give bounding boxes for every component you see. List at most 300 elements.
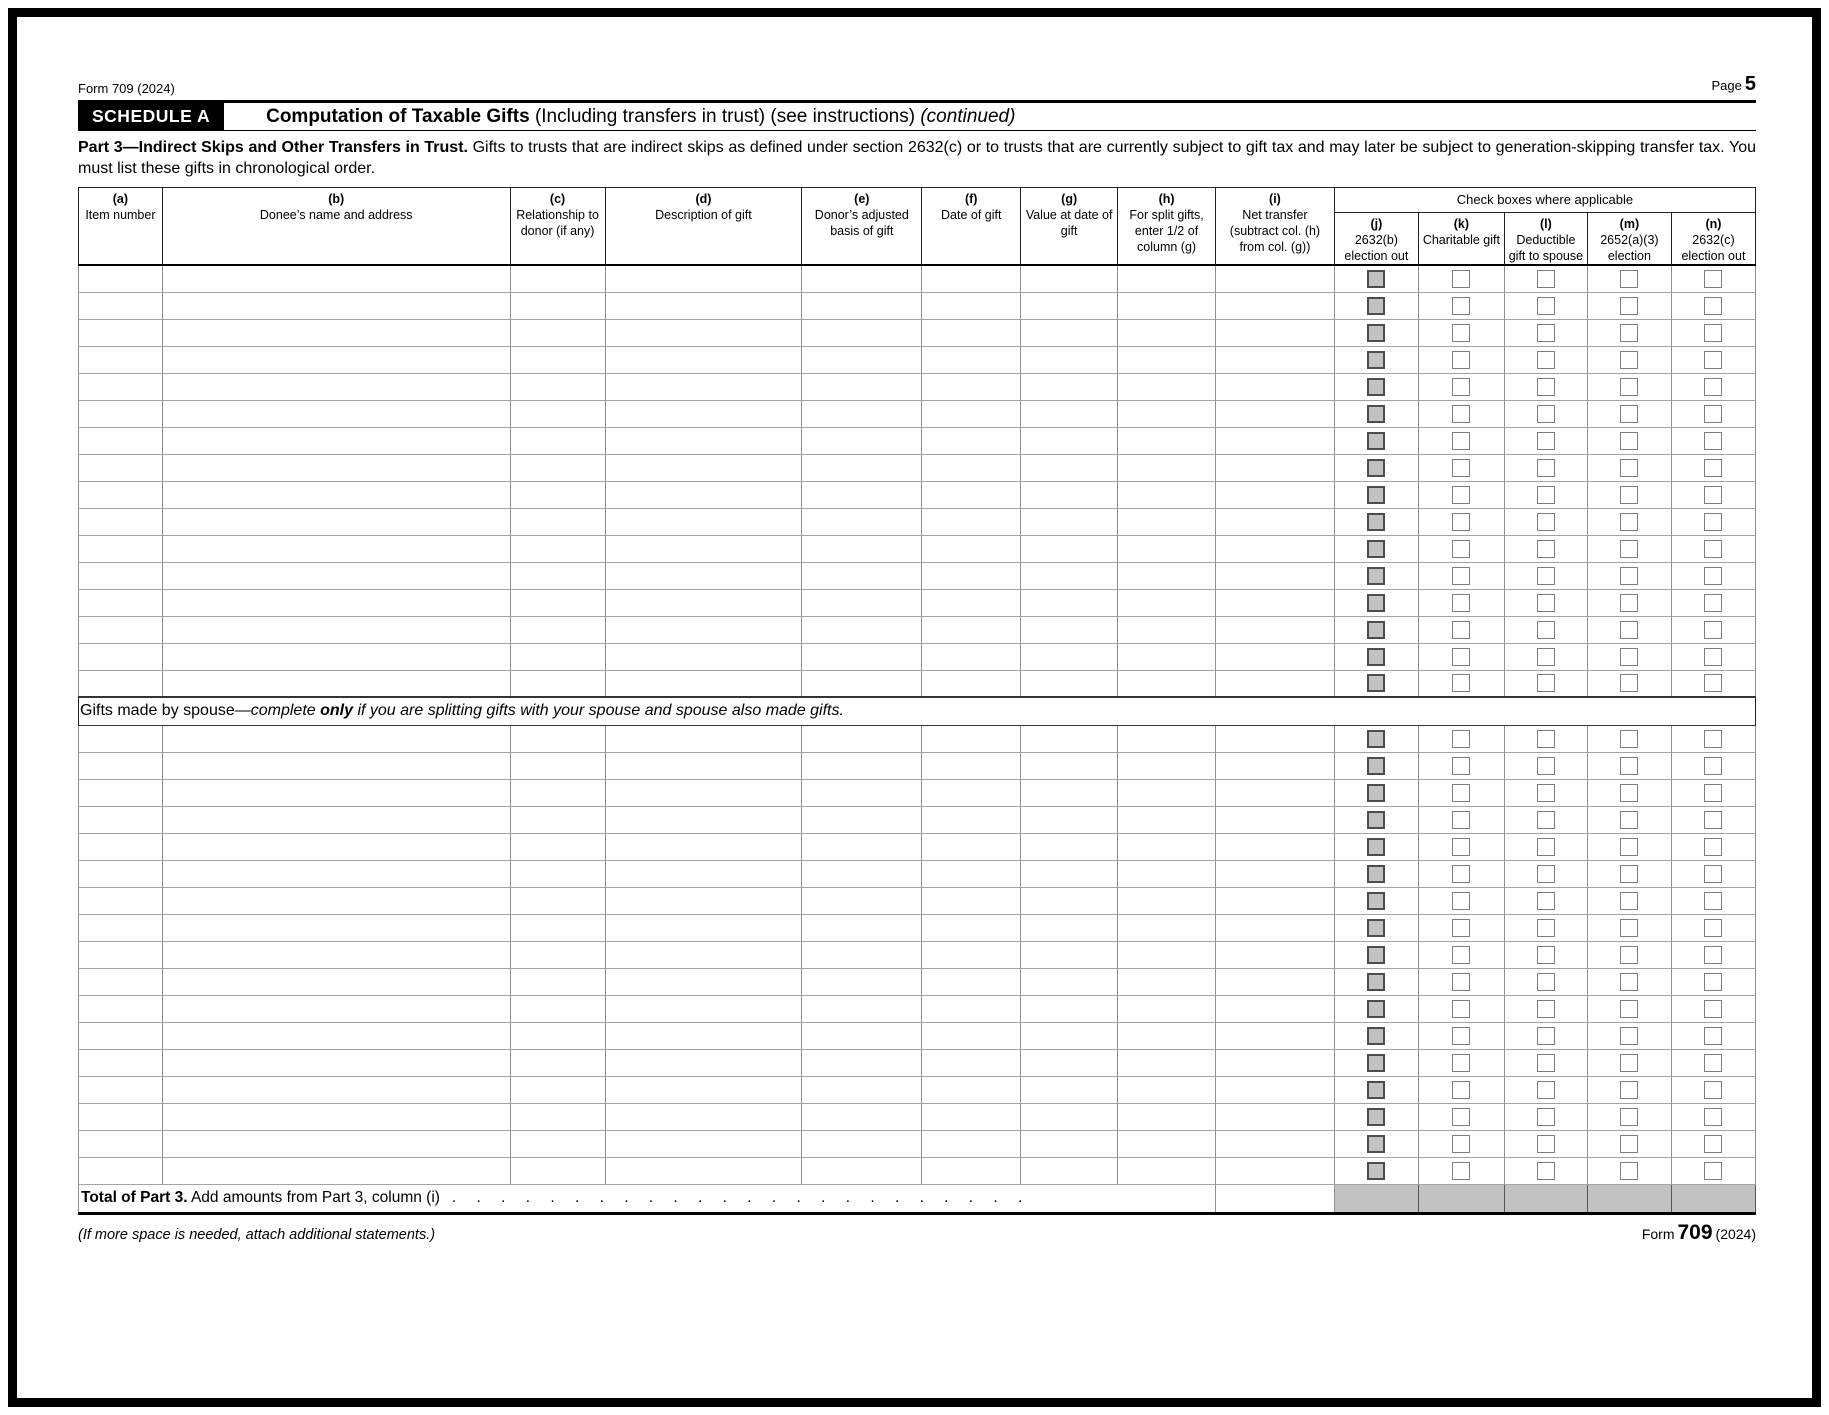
cell-description-of-gift[interactable] (605, 265, 802, 292)
cell-donee-name-address[interactable] (162, 887, 510, 914)
cell-split-gifts-half[interactable] (1118, 779, 1216, 806)
cell-date-of-gift[interactable] (922, 1157, 1021, 1184)
cell-relationship-to-donor[interactable] (510, 346, 605, 373)
cell-description-of-gift[interactable] (605, 914, 802, 941)
checkbox-charitable-gift[interactable] (1452, 674, 1470, 692)
cell-value-at-date-of-gift[interactable] (1021, 995, 1118, 1022)
cell-net-transfer[interactable] (1216, 1022, 1335, 1049)
cell-value-at-date-of-gift[interactable] (1021, 427, 1118, 454)
cell-date-of-gift[interactable] (922, 643, 1021, 670)
cell-split-gifts-half[interactable] (1118, 481, 1216, 508)
checkbox-2632c-election-out[interactable] (1704, 1000, 1722, 1018)
checkbox-2632c-election-out[interactable] (1704, 1081, 1722, 1099)
checkbox-2632c-election-out[interactable] (1704, 621, 1722, 639)
checkbox-2632b-election-out[interactable] (1367, 1162, 1385, 1180)
cell-item-number[interactable] (79, 535, 163, 562)
cell-date-of-gift[interactable] (922, 833, 1021, 860)
cell-donee-name-address[interactable] (162, 968, 510, 995)
checkbox-deductible-gift-to-spouse[interactable] (1537, 378, 1555, 396)
checkbox-deductible-gift-to-spouse[interactable] (1537, 648, 1555, 666)
cell-value-at-date-of-gift[interactable] (1021, 481, 1118, 508)
cell-relationship-to-donor[interactable] (510, 1022, 605, 1049)
cell-relationship-to-donor[interactable] (510, 995, 605, 1022)
checkbox-2632c-election-out[interactable] (1704, 351, 1722, 369)
cell-date-of-gift[interactable] (922, 887, 1021, 914)
cell-donors-adjusted-basis[interactable] (802, 1049, 922, 1076)
checkbox-2632c-election-out[interactable] (1704, 730, 1722, 748)
cell-net-transfer[interactable] (1216, 968, 1335, 995)
cell-donee-name-address[interactable] (162, 346, 510, 373)
cell-relationship-to-donor[interactable] (510, 1103, 605, 1130)
cell-value-at-date-of-gift[interactable] (1021, 914, 1118, 941)
checkbox-charitable-gift[interactable] (1452, 1027, 1470, 1045)
cell-net-transfer[interactable] (1216, 562, 1335, 589)
checkbox-2632c-election-out[interactable] (1704, 324, 1722, 342)
checkbox-2652a3-election[interactable] (1620, 540, 1638, 558)
cell-split-gifts-half[interactable] (1118, 1157, 1216, 1184)
cell-description-of-gift[interactable] (605, 995, 802, 1022)
cell-donee-name-address[interactable] (162, 1076, 510, 1103)
checkbox-deductible-gift-to-spouse[interactable] (1537, 757, 1555, 775)
checkbox-2632c-election-out[interactable] (1704, 459, 1722, 477)
cell-description-of-gift[interactable] (605, 860, 802, 887)
checkbox-2632b-election-out[interactable] (1367, 946, 1385, 964)
cell-net-transfer[interactable] (1216, 346, 1335, 373)
checkbox-2652a3-election[interactable] (1620, 973, 1638, 991)
checkbox-2632c-election-out[interactable] (1704, 946, 1722, 964)
cell-description-of-gift[interactable] (605, 319, 802, 346)
cell-relationship-to-donor[interactable] (510, 779, 605, 806)
cell-net-transfer[interactable] (1216, 427, 1335, 454)
checkbox-deductible-gift-to-spouse[interactable] (1537, 486, 1555, 504)
checkbox-2632b-election-out[interactable] (1367, 378, 1385, 396)
cell-value-at-date-of-gift[interactable] (1021, 968, 1118, 995)
cell-date-of-gift[interactable] (922, 1130, 1021, 1157)
checkbox-charitable-gift[interactable] (1452, 351, 1470, 369)
checkbox-charitable-gift[interactable] (1452, 324, 1470, 342)
cell-net-transfer[interactable] (1216, 481, 1335, 508)
cell-description-of-gift[interactable] (605, 1022, 802, 1049)
cell-value-at-date-of-gift[interactable] (1021, 400, 1118, 427)
checkbox-charitable-gift[interactable] (1452, 513, 1470, 531)
cell-net-transfer[interactable] (1216, 265, 1335, 292)
cell-net-transfer[interactable] (1216, 914, 1335, 941)
cell-donors-adjusted-basis[interactable] (802, 779, 922, 806)
checkbox-deductible-gift-to-spouse[interactable] (1537, 674, 1555, 692)
checkbox-2632b-election-out[interactable] (1367, 405, 1385, 423)
cell-value-at-date-of-gift[interactable] (1021, 941, 1118, 968)
cell-date-of-gift[interactable] (922, 589, 1021, 616)
cell-donee-name-address[interactable] (162, 1157, 510, 1184)
cell-relationship-to-donor[interactable] (510, 319, 605, 346)
cell-split-gifts-half[interactable] (1118, 995, 1216, 1022)
checkbox-2632c-election-out[interactable] (1704, 540, 1722, 558)
cell-description-of-gift[interactable] (605, 589, 802, 616)
checkbox-charitable-gift[interactable] (1452, 459, 1470, 477)
checkbox-charitable-gift[interactable] (1452, 1081, 1470, 1099)
cell-description-of-gift[interactable] (605, 1130, 802, 1157)
cell-relationship-to-donor[interactable] (510, 265, 605, 292)
cell-relationship-to-donor[interactable] (510, 562, 605, 589)
checkbox-2632b-election-out[interactable] (1367, 674, 1385, 692)
cell-split-gifts-half[interactable] (1118, 806, 1216, 833)
checkbox-2652a3-election[interactable] (1620, 946, 1638, 964)
cell-item-number[interactable] (79, 589, 163, 616)
checkbox-2632b-election-out[interactable] (1367, 1054, 1385, 1072)
cell-split-gifts-half[interactable] (1118, 643, 1216, 670)
cell-net-transfer[interactable] (1216, 400, 1335, 427)
cell-date-of-gift[interactable] (922, 670, 1021, 697)
checkbox-deductible-gift-to-spouse[interactable] (1537, 1000, 1555, 1018)
cell-relationship-to-donor[interactable] (510, 1157, 605, 1184)
cell-description-of-gift[interactable] (605, 454, 802, 481)
checkbox-2632b-election-out[interactable] (1367, 1081, 1385, 1099)
checkbox-2632b-election-out[interactable] (1367, 892, 1385, 910)
cell-split-gifts-half[interactable] (1118, 292, 1216, 319)
cell-donors-adjusted-basis[interactable] (802, 292, 922, 319)
cell-donee-name-address[interactable] (162, 833, 510, 860)
checkbox-deductible-gift-to-spouse[interactable] (1537, 1135, 1555, 1153)
cell-relationship-to-donor[interactable] (510, 427, 605, 454)
cell-date-of-gift[interactable] (922, 1076, 1021, 1103)
checkbox-2652a3-election[interactable] (1620, 297, 1638, 315)
cell-date-of-gift[interactable] (922, 508, 1021, 535)
cell-donors-adjusted-basis[interactable] (802, 265, 922, 292)
cell-description-of-gift[interactable] (605, 643, 802, 670)
checkbox-2652a3-election[interactable] (1620, 892, 1638, 910)
cell-date-of-gift[interactable] (922, 941, 1021, 968)
cell-description-of-gift[interactable] (605, 508, 802, 535)
checkbox-2632b-election-out[interactable] (1367, 1108, 1385, 1126)
cell-value-at-date-of-gift[interactable] (1021, 833, 1118, 860)
cell-date-of-gift[interactable] (922, 860, 1021, 887)
checkbox-2632b-election-out[interactable] (1367, 513, 1385, 531)
cell-donee-name-address[interactable] (162, 1130, 510, 1157)
cell-date-of-gift[interactable] (922, 1103, 1021, 1130)
cell-date-of-gift[interactable] (922, 616, 1021, 643)
cell-description-of-gift[interactable] (605, 806, 802, 833)
cell-item-number[interactable] (79, 914, 163, 941)
cell-date-of-gift[interactable] (922, 806, 1021, 833)
cell-donors-adjusted-basis[interactable] (802, 1022, 922, 1049)
checkbox-2652a3-election[interactable] (1620, 1081, 1638, 1099)
checkbox-2652a3-election[interactable] (1620, 567, 1638, 585)
checkbox-deductible-gift-to-spouse[interactable] (1537, 432, 1555, 450)
cell-relationship-to-donor[interactable] (510, 833, 605, 860)
cell-item-number[interactable] (79, 265, 163, 292)
checkbox-2652a3-election[interactable] (1620, 838, 1638, 856)
checkbox-deductible-gift-to-spouse[interactable] (1537, 1108, 1555, 1126)
checkbox-2632c-election-out[interactable] (1704, 486, 1722, 504)
cell-donors-adjusted-basis[interactable] (802, 1103, 922, 1130)
cell-item-number[interactable] (79, 643, 163, 670)
checkbox-deductible-gift-to-spouse[interactable] (1537, 892, 1555, 910)
cell-date-of-gift[interactable] (922, 373, 1021, 400)
checkbox-2632b-election-out[interactable] (1367, 459, 1385, 477)
checkbox-2632b-election-out[interactable] (1367, 270, 1385, 288)
cell-date-of-gift[interactable] (922, 400, 1021, 427)
cell-donors-adjusted-basis[interactable] (802, 346, 922, 373)
cell-relationship-to-donor[interactable] (510, 806, 605, 833)
cell-relationship-to-donor[interactable] (510, 1130, 605, 1157)
checkbox-charitable-gift[interactable] (1452, 486, 1470, 504)
cell-donee-name-address[interactable] (162, 725, 510, 752)
cell-relationship-to-donor[interactable] (510, 860, 605, 887)
cell-date-of-gift[interactable] (922, 346, 1021, 373)
cell-description-of-gift[interactable] (605, 725, 802, 752)
cell-value-at-date-of-gift[interactable] (1021, 725, 1118, 752)
cell-date-of-gift[interactable] (922, 292, 1021, 319)
cell-value-at-date-of-gift[interactable] (1021, 1103, 1118, 1130)
cell-net-transfer[interactable] (1216, 1076, 1335, 1103)
checkbox-charitable-gift[interactable] (1452, 567, 1470, 585)
cell-net-transfer[interactable] (1216, 833, 1335, 860)
checkbox-2652a3-election[interactable] (1620, 594, 1638, 612)
cell-donee-name-address[interactable] (162, 400, 510, 427)
cell-relationship-to-donor[interactable] (510, 887, 605, 914)
cell-value-at-date-of-gift[interactable] (1021, 373, 1118, 400)
cell-donee-name-address[interactable] (162, 941, 510, 968)
cell-value-at-date-of-gift[interactable] (1021, 1076, 1118, 1103)
total-net-transfer-cell[interactable] (1216, 1184, 1335, 1213)
checkbox-2632c-election-out[interactable] (1704, 1135, 1722, 1153)
checkbox-deductible-gift-to-spouse[interactable] (1537, 270, 1555, 288)
cell-split-gifts-half[interactable] (1118, 616, 1216, 643)
cell-relationship-to-donor[interactable] (510, 941, 605, 968)
cell-date-of-gift[interactable] (922, 319, 1021, 346)
checkbox-2652a3-election[interactable] (1620, 621, 1638, 639)
cell-donors-adjusted-basis[interactable] (802, 995, 922, 1022)
cell-donors-adjusted-basis[interactable] (802, 968, 922, 995)
cell-date-of-gift[interactable] (922, 1022, 1021, 1049)
checkbox-2652a3-election[interactable] (1620, 513, 1638, 531)
cell-relationship-to-donor[interactable] (510, 968, 605, 995)
cell-item-number[interactable] (79, 833, 163, 860)
checkbox-charitable-gift[interactable] (1452, 730, 1470, 748)
checkbox-2632b-election-out[interactable] (1367, 324, 1385, 342)
cell-net-transfer[interactable] (1216, 752, 1335, 779)
checkbox-deductible-gift-to-spouse[interactable] (1537, 324, 1555, 342)
cell-description-of-gift[interactable] (605, 562, 802, 589)
cell-relationship-to-donor[interactable] (510, 1076, 605, 1103)
cell-description-of-gift[interactable] (605, 1076, 802, 1103)
cell-net-transfer[interactable] (1216, 887, 1335, 914)
cell-date-of-gift[interactable] (922, 752, 1021, 779)
cell-donors-adjusted-basis[interactable] (802, 670, 922, 697)
cell-value-at-date-of-gift[interactable] (1021, 454, 1118, 481)
checkbox-2652a3-election[interactable] (1620, 784, 1638, 802)
cell-donee-name-address[interactable] (162, 860, 510, 887)
checkbox-2652a3-election[interactable] (1620, 730, 1638, 748)
cell-value-at-date-of-gift[interactable] (1021, 1049, 1118, 1076)
cell-description-of-gift[interactable] (605, 833, 802, 860)
cell-donee-name-address[interactable] (162, 995, 510, 1022)
checkbox-2632c-election-out[interactable] (1704, 784, 1722, 802)
cell-date-of-gift[interactable] (922, 427, 1021, 454)
checkbox-charitable-gift[interactable] (1452, 946, 1470, 964)
checkbox-charitable-gift[interactable] (1452, 838, 1470, 856)
cell-relationship-to-donor[interactable] (510, 454, 605, 481)
cell-split-gifts-half[interactable] (1118, 535, 1216, 562)
cell-split-gifts-half[interactable] (1118, 508, 1216, 535)
cell-donors-adjusted-basis[interactable] (802, 643, 922, 670)
cell-item-number[interactable] (79, 1022, 163, 1049)
checkbox-deductible-gift-to-spouse[interactable] (1537, 730, 1555, 748)
checkbox-2632b-election-out[interactable] (1367, 351, 1385, 369)
cell-relationship-to-donor[interactable] (510, 373, 605, 400)
checkbox-charitable-gift[interactable] (1452, 621, 1470, 639)
checkbox-deductible-gift-to-spouse[interactable] (1537, 838, 1555, 856)
checkbox-2652a3-election[interactable] (1620, 270, 1638, 288)
checkbox-2632b-election-out[interactable] (1367, 621, 1385, 639)
checkbox-2632c-election-out[interactable] (1704, 1054, 1722, 1072)
cell-net-transfer[interactable] (1216, 508, 1335, 535)
cell-item-number[interactable] (79, 995, 163, 1022)
cell-item-number[interactable] (79, 1076, 163, 1103)
checkbox-2652a3-election[interactable] (1620, 865, 1638, 883)
cell-donors-adjusted-basis[interactable] (802, 914, 922, 941)
cell-net-transfer[interactable] (1216, 643, 1335, 670)
checkbox-deductible-gift-to-spouse[interactable] (1537, 1162, 1555, 1180)
cell-relationship-to-donor[interactable] (510, 725, 605, 752)
checkbox-2652a3-election[interactable] (1620, 1000, 1638, 1018)
cell-donors-adjusted-basis[interactable] (802, 373, 922, 400)
cell-item-number[interactable] (79, 616, 163, 643)
cell-relationship-to-donor[interactable] (510, 752, 605, 779)
cell-net-transfer[interactable] (1216, 1157, 1335, 1184)
checkbox-2632b-election-out[interactable] (1367, 865, 1385, 883)
checkbox-2652a3-election[interactable] (1620, 1162, 1638, 1180)
cell-description-of-gift[interactable] (605, 481, 802, 508)
cell-net-transfer[interactable] (1216, 454, 1335, 481)
cell-value-at-date-of-gift[interactable] (1021, 860, 1118, 887)
checkbox-2632c-election-out[interactable] (1704, 513, 1722, 531)
checkbox-2632b-election-out[interactable] (1367, 432, 1385, 450)
cell-donee-name-address[interactable] (162, 752, 510, 779)
cell-donee-name-address[interactable] (162, 616, 510, 643)
cell-value-at-date-of-gift[interactable] (1021, 752, 1118, 779)
checkbox-deductible-gift-to-spouse[interactable] (1537, 784, 1555, 802)
cell-split-gifts-half[interactable] (1118, 319, 1216, 346)
cell-value-at-date-of-gift[interactable] (1021, 319, 1118, 346)
cell-value-at-date-of-gift[interactable] (1021, 1157, 1118, 1184)
cell-date-of-gift[interactable] (922, 535, 1021, 562)
cell-description-of-gift[interactable] (605, 346, 802, 373)
cell-description-of-gift[interactable] (605, 1157, 802, 1184)
cell-split-gifts-half[interactable] (1118, 1049, 1216, 1076)
cell-description-of-gift[interactable] (605, 1103, 802, 1130)
cell-donee-name-address[interactable] (162, 1022, 510, 1049)
cell-relationship-to-donor[interactable] (510, 670, 605, 697)
cell-item-number[interactable] (79, 752, 163, 779)
cell-value-at-date-of-gift[interactable] (1021, 779, 1118, 806)
checkbox-2632c-election-out[interactable] (1704, 674, 1722, 692)
checkbox-2652a3-election[interactable] (1620, 351, 1638, 369)
checkbox-deductible-gift-to-spouse[interactable] (1537, 919, 1555, 937)
cell-item-number[interactable] (79, 319, 163, 346)
cell-relationship-to-donor[interactable] (510, 481, 605, 508)
checkbox-2652a3-election[interactable] (1620, 811, 1638, 829)
checkbox-2652a3-election[interactable] (1620, 757, 1638, 775)
cell-net-transfer[interactable] (1216, 616, 1335, 643)
checkbox-2632c-election-out[interactable] (1704, 594, 1722, 612)
checkbox-2632c-election-out[interactable] (1704, 1108, 1722, 1126)
cell-split-gifts-half[interactable] (1118, 860, 1216, 887)
cell-value-at-date-of-gift[interactable] (1021, 562, 1118, 589)
cell-donee-name-address[interactable] (162, 508, 510, 535)
cell-donors-adjusted-basis[interactable] (802, 616, 922, 643)
checkbox-charitable-gift[interactable] (1452, 378, 1470, 396)
cell-item-number[interactable] (79, 427, 163, 454)
cell-donee-name-address[interactable] (162, 670, 510, 697)
cell-split-gifts-half[interactable] (1118, 941, 1216, 968)
checkbox-deductible-gift-to-spouse[interactable] (1537, 865, 1555, 883)
cell-item-number[interactable] (79, 373, 163, 400)
cell-date-of-gift[interactable] (922, 968, 1021, 995)
checkbox-charitable-gift[interactable] (1452, 1135, 1470, 1153)
checkbox-2632c-election-out[interactable] (1704, 1027, 1722, 1045)
checkbox-charitable-gift[interactable] (1452, 540, 1470, 558)
cell-item-number[interactable] (79, 725, 163, 752)
cell-donee-name-address[interactable] (162, 779, 510, 806)
cell-net-transfer[interactable] (1216, 725, 1335, 752)
checkbox-2632c-election-out[interactable] (1704, 973, 1722, 991)
cell-item-number[interactable] (79, 779, 163, 806)
checkbox-charitable-gift[interactable] (1452, 648, 1470, 666)
checkbox-2632c-election-out[interactable] (1704, 892, 1722, 910)
checkbox-2632c-election-out[interactable] (1704, 648, 1722, 666)
cell-donors-adjusted-basis[interactable] (802, 941, 922, 968)
cell-item-number[interactable] (79, 1049, 163, 1076)
cell-value-at-date-of-gift[interactable] (1021, 346, 1118, 373)
checkbox-charitable-gift[interactable] (1452, 757, 1470, 775)
cell-item-number[interactable] (79, 1157, 163, 1184)
cell-net-transfer[interactable] (1216, 806, 1335, 833)
cell-item-number[interactable] (79, 887, 163, 914)
checkbox-2632c-election-out[interactable] (1704, 378, 1722, 396)
cell-donors-adjusted-basis[interactable] (802, 508, 922, 535)
cell-donee-name-address[interactable] (162, 481, 510, 508)
checkbox-2632b-election-out[interactable] (1367, 486, 1385, 504)
cell-donee-name-address[interactable] (162, 1049, 510, 1076)
cell-description-of-gift[interactable] (605, 373, 802, 400)
checkbox-2632b-election-out[interactable] (1367, 1135, 1385, 1153)
cell-donors-adjusted-basis[interactable] (802, 1076, 922, 1103)
cell-net-transfer[interactable] (1216, 1049, 1335, 1076)
cell-donors-adjusted-basis[interactable] (802, 833, 922, 860)
checkbox-2632b-election-out[interactable] (1367, 1000, 1385, 1018)
checkbox-2652a3-election[interactable] (1620, 648, 1638, 666)
checkbox-2632b-election-out[interactable] (1367, 973, 1385, 991)
checkbox-2652a3-election[interactable] (1620, 674, 1638, 692)
cell-description-of-gift[interactable] (605, 941, 802, 968)
cell-net-transfer[interactable] (1216, 779, 1335, 806)
cell-donors-adjusted-basis[interactable] (802, 887, 922, 914)
cell-net-transfer[interactable] (1216, 860, 1335, 887)
checkbox-charitable-gift[interactable] (1452, 270, 1470, 288)
checkbox-charitable-gift[interactable] (1452, 405, 1470, 423)
checkbox-2632b-election-out[interactable] (1367, 540, 1385, 558)
cell-donee-name-address[interactable] (162, 562, 510, 589)
cell-date-of-gift[interactable] (922, 995, 1021, 1022)
cell-item-number[interactable] (79, 454, 163, 481)
cell-value-at-date-of-gift[interactable] (1021, 616, 1118, 643)
cell-item-number[interactable] (79, 1103, 163, 1130)
cell-donors-adjusted-basis[interactable] (802, 860, 922, 887)
cell-value-at-date-of-gift[interactable] (1021, 887, 1118, 914)
cell-net-transfer[interactable] (1216, 1130, 1335, 1157)
cell-split-gifts-half[interactable] (1118, 346, 1216, 373)
